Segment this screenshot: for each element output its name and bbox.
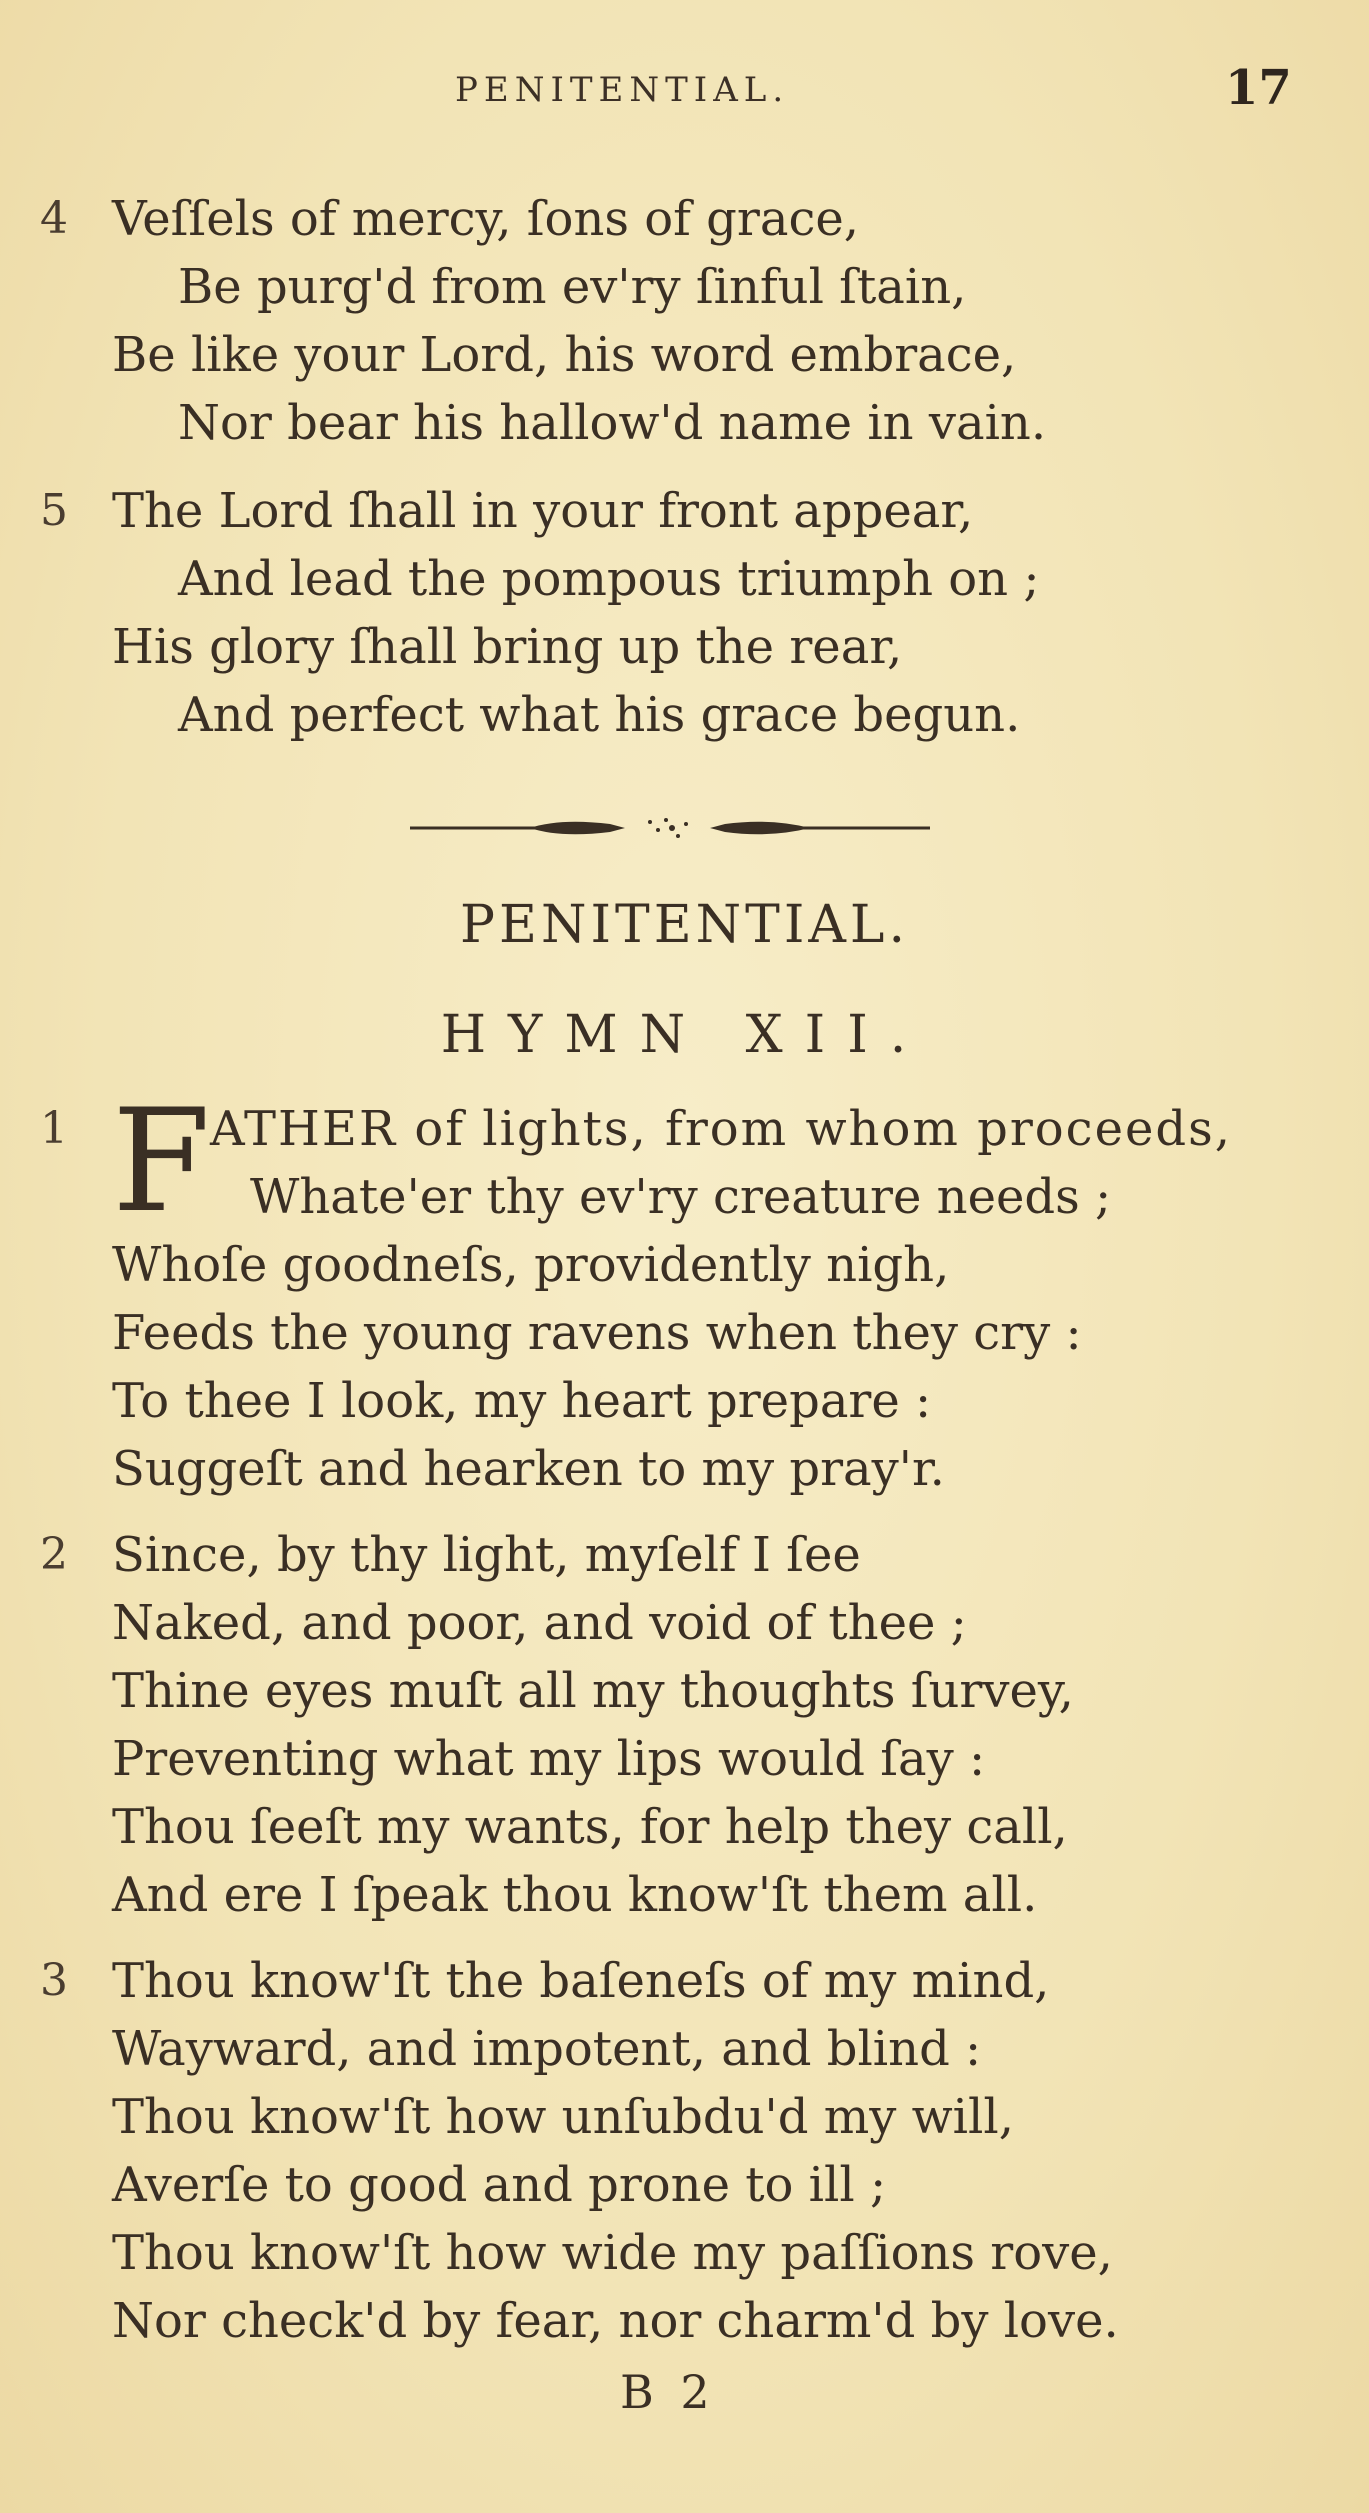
stanza-4 <box>0 185 1369 457</box>
stanza-number: 4 <box>40 193 68 244</box>
ornamental-divider <box>410 808 930 848</box>
verse-line: Thou know'ſt how wide my paſſions rove, <box>112 2225 1113 2281</box>
hymn-xii <box>0 1079 1369 2355</box>
verse-line: Whate'er thy ev'ry creature needs ; <box>250 1169 1112 1225</box>
verse-line: Whoſe goodneſs, providently nigh, <box>112 1237 950 1293</box>
stanza-5 <box>0 477 1369 749</box>
verse-line: Veſſels of mercy, ſons of grace, <box>112 191 859 247</box>
drop-cap: F <box>112 1079 211 1244</box>
verse-line: Wayward, and impotent, and blind : <box>112 2021 982 2077</box>
signature-mark: B 2 <box>620 2365 716 2419</box>
verse-line: To thee I look, my heart prepare : <box>112 1373 932 1429</box>
verse-line: And ere I ſpeak thou know'ſt them all. <box>112 1867 1038 1923</box>
verse-line: And perfect what his grace begun. <box>178 687 1021 743</box>
stanza-1 <box>0 1079 1369 1503</box>
verse-line: Be purg'd from ev'ry ſinful ſtain, <box>178 259 967 315</box>
continued-hymn <box>0 185 1369 749</box>
verse-line: Naked, and poor, and void of thee ; <box>112 1595 967 1651</box>
verse-line: Nor bear his hallow'd name in vain. <box>178 395 1047 451</box>
running-title: PENITENTIAL. <box>455 70 790 110</box>
verse-line: Preventing what my lips would ſay : <box>112 1731 986 1787</box>
verse-line: ATHER of lights, from whom proceeds, <box>210 1101 1232 1157</box>
stanza-number: 2 <box>40 1529 68 1580</box>
verse-line: Thine eyes muſt all my thoughts ſurvey, <box>112 1663 1074 1719</box>
verse-line: Thou know'ſt the baſeneſs of my mind, <box>112 1953 1050 2009</box>
verse-line: The Lord ſhall in your front appear, <box>112 483 974 539</box>
verse-line: His glory ſhall bring up the rear, <box>112 619 903 675</box>
stanza-number: 1 <box>40 1103 68 1154</box>
hymn-title: HYMN XII. <box>440 1005 929 1065</box>
verse-line: Averſe to good and prone to ill ; <box>112 2157 887 2213</box>
verse-line: Feeds the young ravens when they cry : <box>112 1305 1082 1361</box>
verse-line: Nor check'd by fear, nor charm'd by love. <box>112 2293 1119 2349</box>
verse-line: Since, by thy light, myſelf I ſee <box>112 1527 861 1583</box>
verse-line: Thou know'ſt how unſubdu'd my will, <box>112 2089 1014 2145</box>
verse-line: Suggeſt and hearken to my pray'r. <box>112 1441 945 1497</box>
page-number: 17 <box>1225 60 1292 116</box>
stanza-2 <box>0 1521 1369 1929</box>
verse-line: Thou ſeeſt my wants, for help they call, <box>112 1799 1068 1855</box>
section-title: PENITENTIAL. <box>460 895 909 955</box>
stanza-3 <box>0 1947 1369 2355</box>
stanza-number: 5 <box>40 485 68 536</box>
stanza-number: 3 <box>40 1955 68 2006</box>
verse-line: And lead the pompous triumph on ; <box>178 551 1040 607</box>
verse-line: Be like your Lord, his word embrace, <box>112 327 1017 383</box>
running-head <box>0 60 1369 130</box>
